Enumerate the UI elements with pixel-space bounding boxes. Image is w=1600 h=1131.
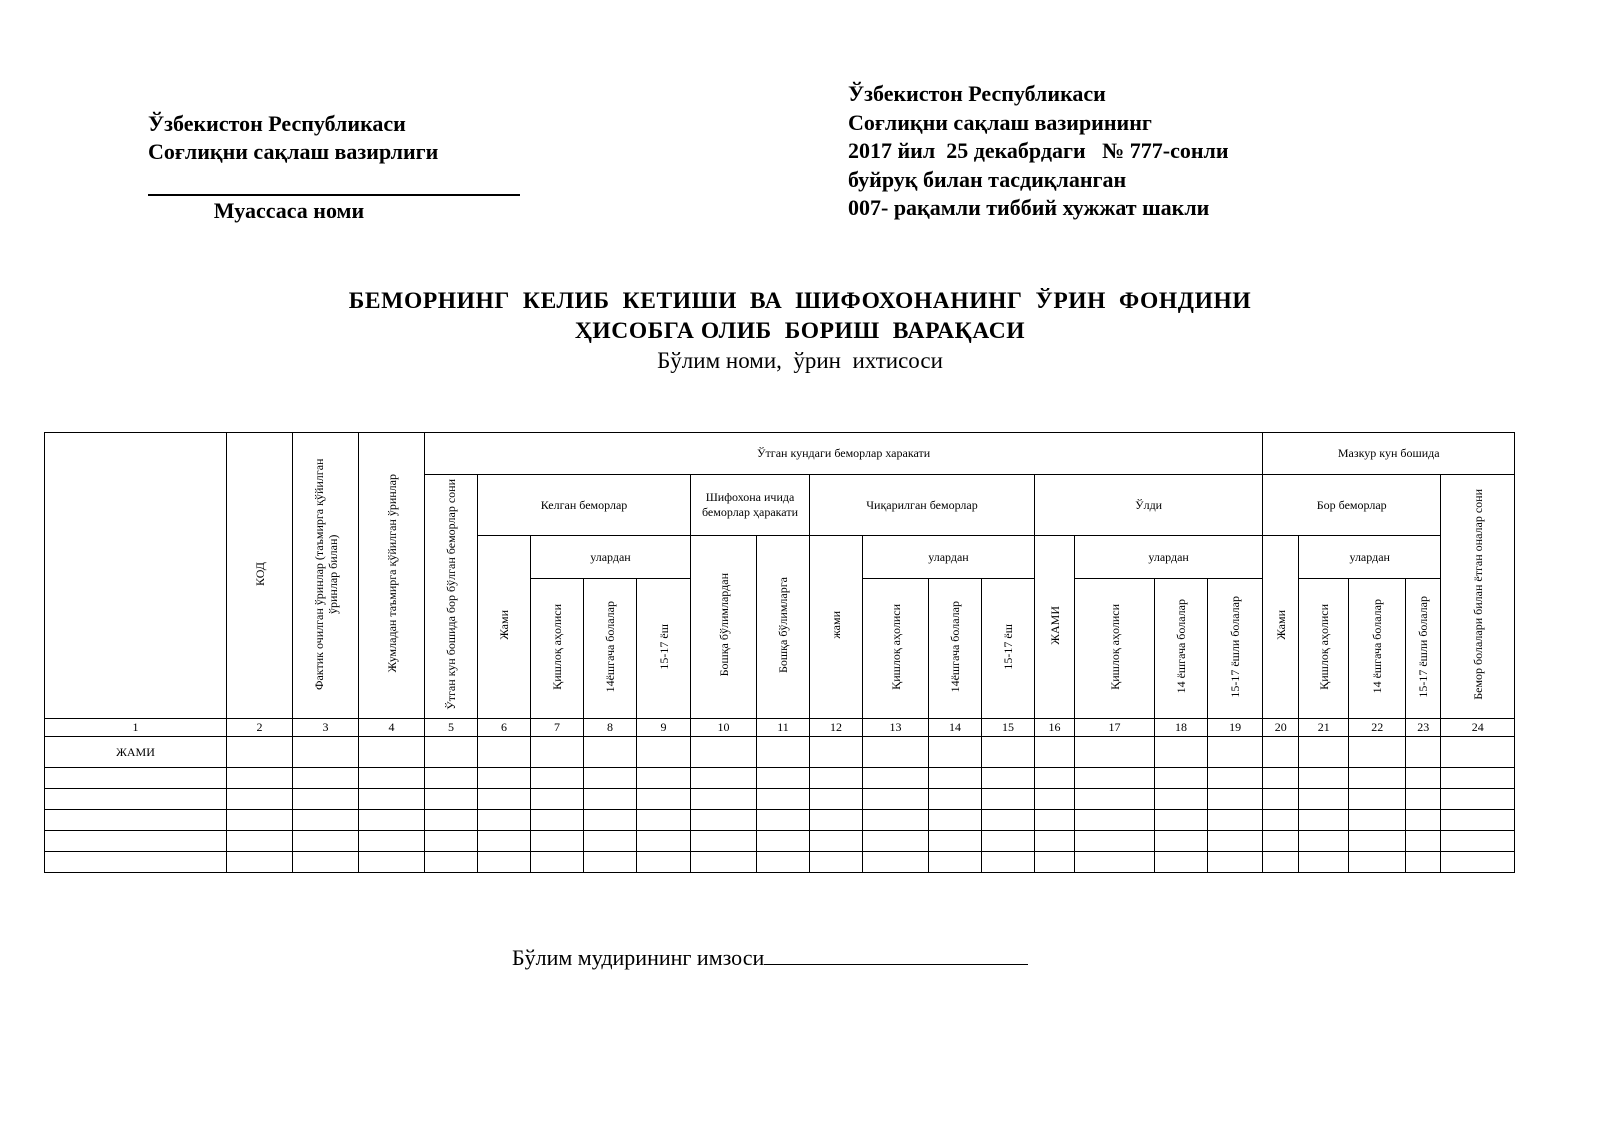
table-cell[interactable] bbox=[1406, 810, 1441, 831]
table-cell[interactable] bbox=[1263, 831, 1299, 852]
table-cell[interactable] bbox=[637, 831, 691, 852]
table-cell[interactable] bbox=[757, 768, 810, 789]
table-cell[interactable] bbox=[227, 831, 293, 852]
header-discharged: Чиқарилган беморлар bbox=[810, 475, 1035, 536]
table-cell[interactable] bbox=[1441, 789, 1515, 810]
table-cell[interactable] bbox=[1349, 768, 1406, 789]
header-present: Бор беморлар bbox=[1263, 475, 1441, 536]
signature-blank[interactable] bbox=[764, 944, 1028, 965]
table-cell[interactable] bbox=[1299, 810, 1349, 831]
table-cell[interactable] bbox=[1299, 831, 1349, 852]
table-cell[interactable] bbox=[1441, 768, 1515, 789]
table-cell[interactable] bbox=[691, 789, 757, 810]
table-cell[interactable] bbox=[531, 789, 584, 810]
table-cell[interactable] bbox=[757, 810, 810, 831]
header-prev-day-patients: Ўтган кун бошида бор бўлган беморлар сони bbox=[425, 475, 478, 719]
table-cell[interactable] bbox=[293, 737, 359, 768]
header-right-order-date: 2017 йил 25 декабрдаги № 777-сонли bbox=[848, 138, 1229, 163]
document-title-line1: БЕМОРНИНГ КЕЛИБ КЕТИШИ ВА ШИФОХОНАНИНГ ЎРИН ФОНДИНИ bbox=[348, 288, 1252, 314]
table-cell[interactable] bbox=[863, 737, 929, 768]
table-cell[interactable] bbox=[478, 852, 531, 873]
table-cell[interactable] bbox=[691, 810, 757, 831]
table-cell[interactable] bbox=[637, 810, 691, 831]
table-cell[interactable] bbox=[1155, 768, 1208, 789]
table-cell[interactable] bbox=[1406, 737, 1441, 768]
table-cell[interactable] bbox=[584, 852, 637, 873]
table-cell[interactable] bbox=[691, 768, 757, 789]
table-cell[interactable] bbox=[863, 810, 929, 831]
header-arrived-of-them: улардан bbox=[531, 536, 691, 579]
table-cell[interactable] bbox=[227, 737, 293, 768]
header-discharged-total: жами bbox=[810, 536, 863, 719]
table-cell[interactable] bbox=[982, 768, 1035, 789]
header-discharged-of-them: улардан bbox=[863, 536, 1035, 579]
table-cell[interactable] bbox=[293, 768, 359, 789]
table-cell[interactable] bbox=[810, 831, 863, 852]
header-died: Ўлди bbox=[1035, 475, 1263, 536]
table-cell[interactable] bbox=[359, 789, 425, 810]
column-number: 8 bbox=[584, 719, 637, 737]
header-right-approved: буйруқ билан тасдиқланган bbox=[848, 166, 1127, 192]
table-cell[interactable] bbox=[1075, 789, 1155, 810]
table-cell[interactable] bbox=[45, 789, 227, 810]
table-cell[interactable] bbox=[929, 737, 982, 768]
table-cell[interactable] bbox=[1349, 789, 1406, 810]
header-factual-beds: Фактик очилган ўринлар (таъмирга қўйилган ўринлар билан) bbox=[293, 433, 359, 719]
header-left-ministry: Соғлиқни сақлаш вазирлиги bbox=[148, 139, 439, 164]
table-cell[interactable] bbox=[1263, 768, 1299, 789]
table-cell[interactable] bbox=[1349, 831, 1406, 852]
table-cell[interactable] bbox=[691, 737, 757, 768]
table-cell[interactable] bbox=[425, 852, 478, 873]
header-right-country: Ўзбекистон Республикаси bbox=[848, 81, 1106, 106]
table-cell[interactable] bbox=[1299, 737, 1349, 768]
header-died-under14: 14 ёшгача болалар bbox=[1155, 579, 1208, 719]
header-arrived-under14: 14ёшгача болалар bbox=[584, 579, 637, 719]
table-cell[interactable] bbox=[425, 789, 478, 810]
column-number: 4 bbox=[359, 719, 425, 737]
table-cell[interactable] bbox=[45, 831, 227, 852]
table-cell[interactable] bbox=[1349, 737, 1406, 768]
header-arrived: Келган беморлар bbox=[478, 475, 691, 536]
table-cell[interactable] bbox=[584, 831, 637, 852]
table-cell[interactable] bbox=[531, 810, 584, 831]
table-cell[interactable] bbox=[1155, 852, 1208, 873]
table-cell[interactable] bbox=[425, 810, 478, 831]
column-number: 18 bbox=[1155, 719, 1208, 737]
header-arrived-total: Жами bbox=[478, 536, 531, 719]
table-cell[interactable] bbox=[982, 852, 1035, 873]
table-cell[interactable] bbox=[478, 810, 531, 831]
column-number: 12 bbox=[810, 719, 863, 737]
table-cell[interactable] bbox=[863, 789, 929, 810]
table-cell[interactable] bbox=[757, 831, 810, 852]
table-cell[interactable] bbox=[45, 768, 227, 789]
table-cell[interactable] bbox=[863, 852, 929, 873]
table-cell[interactable] bbox=[1299, 768, 1349, 789]
column-number: 15 bbox=[982, 719, 1035, 737]
table-cell[interactable] bbox=[1155, 789, 1208, 810]
header-right-minister: Соғлиқни сақлаш вазирининг bbox=[848, 109, 1152, 135]
table-cell[interactable] bbox=[359, 852, 425, 873]
table-cell[interactable] bbox=[478, 789, 531, 810]
institution-name-underline bbox=[148, 194, 520, 196]
header-discharged-under14: 14ёшгача болалар bbox=[929, 579, 982, 719]
table-cell[interactable] bbox=[1299, 789, 1349, 810]
institution-name-label: Муассаса номи bbox=[213, 198, 365, 223]
table-cell[interactable] bbox=[531, 768, 584, 789]
table-cell[interactable] bbox=[982, 831, 1035, 852]
header-mothers: Бемор болалари билан ётган оналар сони bbox=[1441, 475, 1515, 719]
table-cell[interactable] bbox=[584, 810, 637, 831]
document-subtitle: Бўлим номи, ўрин ихтисоси bbox=[657, 348, 943, 373]
header-kod: КОД bbox=[227, 433, 293, 719]
header-died-total: ЖАМИ bbox=[1035, 536, 1075, 719]
table-cell[interactable] bbox=[929, 768, 982, 789]
column-number: 3 bbox=[293, 719, 359, 737]
table-cell[interactable] bbox=[1263, 810, 1299, 831]
table-cell[interactable] bbox=[1075, 810, 1155, 831]
table-row bbox=[45, 789, 1515, 810]
table-cell[interactable] bbox=[227, 768, 293, 789]
table-cell[interactable] bbox=[637, 852, 691, 873]
table-cell[interactable] bbox=[478, 831, 531, 852]
header-arrived-15-17: 15-17 ёш bbox=[637, 579, 691, 719]
table-cell[interactable] bbox=[584, 768, 637, 789]
column-number: 13 bbox=[863, 719, 929, 737]
table-cell[interactable] bbox=[293, 852, 359, 873]
header-from-other: Бошқа бўлимлардан bbox=[691, 536, 757, 719]
column-number: 10 bbox=[691, 719, 757, 737]
table-cell[interactable] bbox=[425, 831, 478, 852]
table-cell[interactable] bbox=[1075, 852, 1155, 873]
table-cell[interactable] bbox=[1349, 810, 1406, 831]
column-number: 22 bbox=[1349, 719, 1406, 737]
table-cell[interactable] bbox=[1035, 768, 1075, 789]
table-cell[interactable] bbox=[929, 852, 982, 873]
table-cell[interactable] bbox=[1263, 737, 1299, 768]
table-cell[interactable] bbox=[929, 810, 982, 831]
table-cell[interactable] bbox=[1299, 852, 1349, 873]
table-row bbox=[45, 852, 1515, 873]
table-cell[interactable] bbox=[1441, 810, 1515, 831]
table-cell[interactable] bbox=[863, 831, 929, 852]
table-cell[interactable] bbox=[863, 768, 929, 789]
table-cell[interactable] bbox=[1441, 852, 1515, 873]
header-left-block bbox=[148, 110, 438, 166]
table-cell[interactable] bbox=[1441, 737, 1515, 768]
table-cell[interactable] bbox=[531, 737, 584, 768]
table-cell[interactable] bbox=[1035, 810, 1075, 831]
table-cell[interactable] bbox=[584, 789, 637, 810]
table-cell[interactable] bbox=[359, 768, 425, 789]
table-header-blank bbox=[45, 433, 227, 719]
header-died-of-them: улардан bbox=[1075, 536, 1263, 579]
column-number: 9 bbox=[637, 719, 691, 737]
table-cell[interactable] bbox=[478, 768, 531, 789]
header-right-block bbox=[848, 80, 1229, 223]
table-cell[interactable] bbox=[1075, 768, 1155, 789]
header-present-of-them: улардан bbox=[1299, 536, 1441, 579]
total-row-label: ЖАМИ bbox=[45, 737, 227, 768]
table-row bbox=[45, 768, 1515, 789]
table-cell[interactable] bbox=[1263, 789, 1299, 810]
table-cell[interactable] bbox=[359, 810, 425, 831]
column-number: 17 bbox=[1075, 719, 1155, 737]
table-cell[interactable] bbox=[227, 810, 293, 831]
header-right-form-number: 007- рақамли тиббий хужжат шакли bbox=[848, 195, 1210, 220]
column-number: 6 bbox=[478, 719, 531, 737]
table-cell[interactable] bbox=[425, 737, 478, 768]
table-cell[interactable] bbox=[425, 768, 478, 789]
table-cell[interactable] bbox=[637, 789, 691, 810]
header-internal-move: Шифохона ичида беморлар ҳаракати bbox=[691, 475, 810, 536]
table-cell[interactable] bbox=[982, 789, 1035, 810]
header-repair-beds: Жумладан таъмирга қўйилган ўринлар bbox=[359, 433, 425, 719]
head-signature-label: Бўлим мудирининг имзоси bbox=[512, 945, 765, 970]
table-cell[interactable] bbox=[982, 737, 1035, 768]
table-row bbox=[45, 831, 1515, 852]
column-number: 21 bbox=[1299, 719, 1349, 737]
table-cell[interactable] bbox=[293, 810, 359, 831]
table-cell[interactable] bbox=[1406, 831, 1441, 852]
table-cell[interactable] bbox=[1155, 831, 1208, 852]
column-number: 14 bbox=[929, 719, 982, 737]
document-title-line2: ҲИСОБГА ОЛИБ БОРИШ ВАРАҚАСИ bbox=[574, 318, 1026, 344]
header-discharged-rural: Қишлоқ аҳолиси bbox=[863, 579, 929, 719]
table-cell[interactable] bbox=[227, 852, 293, 873]
column-number: 2 bbox=[227, 719, 293, 737]
header-died-rural: Қишлоқ аҳолиси bbox=[1075, 579, 1155, 719]
column-number: 20 bbox=[1263, 719, 1299, 737]
table-cell[interactable] bbox=[1155, 737, 1208, 768]
table-cell[interactable] bbox=[1035, 737, 1075, 768]
table-cell[interactable] bbox=[227, 789, 293, 810]
table-cell[interactable] bbox=[1208, 789, 1263, 810]
table-cell[interactable] bbox=[1349, 852, 1406, 873]
column-number: 24 bbox=[1441, 719, 1515, 737]
table-cell[interactable] bbox=[691, 852, 757, 873]
column-number: 7 bbox=[531, 719, 584, 737]
header-died-15-17: 15-17 ёшли болалар bbox=[1208, 579, 1263, 719]
table-cell[interactable] bbox=[982, 810, 1035, 831]
table-cell[interactable] bbox=[1035, 852, 1075, 873]
header-arrived-rural: Қишлоқ аҳолиси bbox=[531, 579, 584, 719]
table-cell[interactable] bbox=[531, 852, 584, 873]
header-discharged-15-17: 15-17 ёш bbox=[982, 579, 1035, 719]
table-cell[interactable] bbox=[1441, 831, 1515, 852]
table-cell[interactable] bbox=[1208, 737, 1263, 768]
table-cell[interactable] bbox=[637, 768, 691, 789]
table-cell[interactable] bbox=[810, 737, 863, 768]
table-cell[interactable] bbox=[929, 831, 982, 852]
table-cell[interactable] bbox=[757, 737, 810, 768]
table-cell[interactable] bbox=[1208, 852, 1263, 873]
column-number-row bbox=[45, 719, 1515, 737]
table-cell[interactable] bbox=[1155, 810, 1208, 831]
header-present-under14: 14 ёшгача болалар bbox=[1349, 579, 1406, 719]
column-number: 1 bbox=[45, 719, 227, 737]
table-cell[interactable] bbox=[810, 789, 863, 810]
table-cell[interactable] bbox=[45, 810, 227, 831]
table-cell[interactable] bbox=[1406, 852, 1441, 873]
column-number: 16 bbox=[1035, 719, 1075, 737]
header-day-start-group: Мазкур кун бошида bbox=[1263, 433, 1515, 475]
table-cell[interactable] bbox=[293, 831, 359, 852]
total-row bbox=[45, 737, 1515, 768]
column-number: 23 bbox=[1406, 719, 1441, 737]
header-present-total: Жами bbox=[1263, 536, 1299, 719]
table-cell[interactable] bbox=[757, 789, 810, 810]
head-signature-line bbox=[512, 944, 1028, 971]
table-cell[interactable] bbox=[810, 768, 863, 789]
column-number: 11 bbox=[757, 719, 810, 737]
header-present-15-17: 15-17 ёшли болалар bbox=[1406, 579, 1441, 719]
table-cell[interactable] bbox=[359, 831, 425, 852]
table-cell[interactable] bbox=[1208, 768, 1263, 789]
table-cell[interactable] bbox=[1075, 737, 1155, 768]
table-cell[interactable] bbox=[1208, 810, 1263, 831]
table-cell[interactable] bbox=[1263, 852, 1299, 873]
table-cell[interactable] bbox=[584, 737, 637, 768]
table-cell[interactable] bbox=[1075, 831, 1155, 852]
table-cell[interactable] bbox=[293, 789, 359, 810]
table-cell[interactable] bbox=[1406, 768, 1441, 789]
table-cell[interactable] bbox=[691, 831, 757, 852]
table-cell[interactable] bbox=[810, 810, 863, 831]
table-cell[interactable] bbox=[757, 852, 810, 873]
header-left-country: Ўзбекистон Республикаси bbox=[148, 111, 406, 136]
table-cell[interactable] bbox=[45, 852, 227, 873]
column-number: 19 bbox=[1208, 719, 1263, 737]
header-to-other: Бошқа бўлимларга bbox=[757, 536, 810, 719]
table-cell[interactable] bbox=[359, 737, 425, 768]
table-cell[interactable] bbox=[1035, 831, 1075, 852]
table-cell[interactable] bbox=[1035, 789, 1075, 810]
header-movement-group: Ўтган кундаги беморлар харакати bbox=[425, 433, 1263, 475]
table-cell[interactable] bbox=[1208, 831, 1263, 852]
table-cell[interactable] bbox=[1406, 789, 1441, 810]
table-cell[interactable] bbox=[637, 737, 691, 768]
bed-fund-table bbox=[44, 432, 1515, 873]
column-number: 5 bbox=[425, 719, 478, 737]
table-cell[interactable] bbox=[478, 737, 531, 768]
header-present-rural: Қишлоқ аҳолиси bbox=[1299, 579, 1349, 719]
table-cell[interactable] bbox=[929, 789, 982, 810]
table-cell[interactable] bbox=[810, 852, 863, 873]
table-row bbox=[45, 810, 1515, 831]
table-cell[interactable] bbox=[531, 831, 584, 852]
